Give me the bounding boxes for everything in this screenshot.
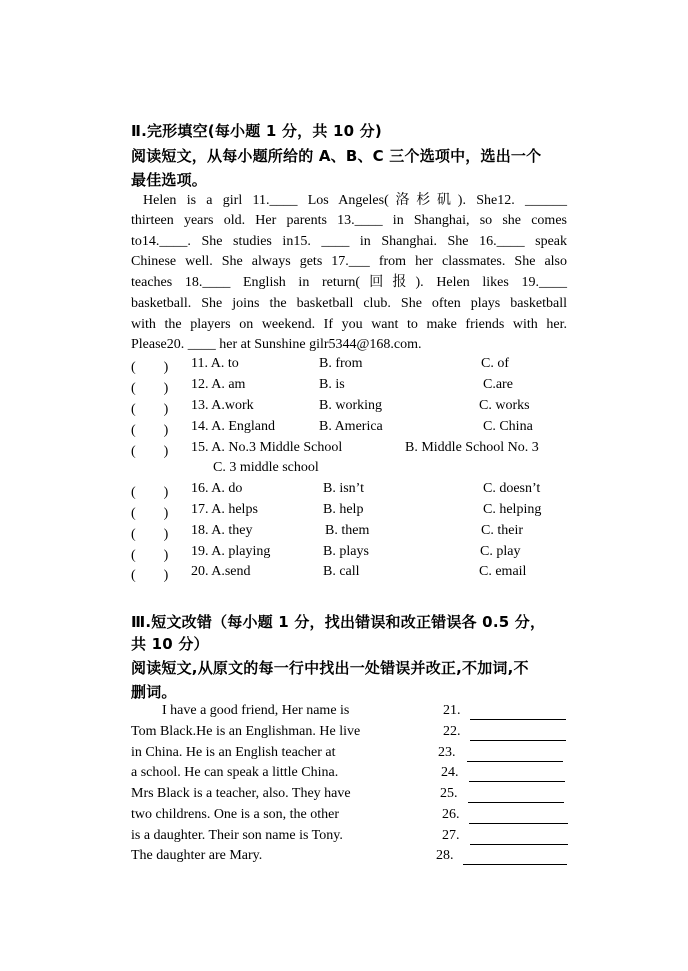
question-20-option-c: C. email (479, 564, 527, 579)
correction-number-25: 25. (440, 786, 458, 801)
question-12-option-c: C.are (483, 377, 513, 392)
question-20-option-a: 20. A.send (191, 564, 251, 579)
correction-line-27: is a daughter. Their son name is Tony. (131, 828, 343, 843)
correction-line-28: The daughter are Mary. (131, 848, 263, 863)
correction-line-21: I have a good friend, Her name is (162, 703, 350, 718)
question-14-option-a: 14. A. England (191, 419, 275, 434)
answer-paren[interactable]: ( ) (131, 402, 169, 417)
passage-line-4: Chinese well. She always gets 17.___ from her classmates. She also (131, 254, 567, 269)
question-13-option-a: 13. A.work (191, 398, 254, 413)
correction-number-23: 23. (438, 745, 456, 760)
answer-blank-27[interactable] (470, 844, 568, 845)
section-2-title: Ⅱ.完形填空(每小题 1 分，共 10 分) (131, 122, 382, 140)
section-2-instruction-line-1: 阅读短文，从每小题所给的 A、B、C 三个选项中，选出一个 (131, 147, 542, 165)
question-15-option-c: C. 3 middle school (213, 460, 319, 475)
answer-paren[interactable]: ( ) (131, 506, 169, 521)
question-16-option-c: C. doesn’t (483, 481, 541, 496)
correction-number-24: 24. (441, 765, 459, 780)
question-17-option-c: C. helping (483, 502, 542, 517)
correction-number-22: 22. (443, 724, 461, 739)
question-16-option-b: B. isn’t (323, 481, 364, 496)
correction-number-26: 26. (442, 807, 460, 822)
section-3-instruction-line-2: 删词。 (131, 683, 177, 701)
question-13-option-b: B. working (319, 398, 382, 413)
passage-line-6: basketball. She joins the basketball club. She often plays basketball (131, 296, 567, 311)
answer-paren[interactable]: ( ) (131, 423, 169, 438)
correction-line-24: a school. He can speak a little China. (131, 765, 339, 780)
answer-blank-26[interactable] (469, 823, 568, 824)
correction-line-26: two childrens. One is a son, the other (131, 807, 340, 822)
question-18-option-c: C. their (481, 523, 523, 538)
passage-line-1: Helen is a girl 11.____ Los Angeles(洛杉矶). She12. ______ (143, 193, 567, 208)
section-3-instruction-line-1: 阅读短文,从原文的每一行中找出一处错误并改正,不加词,不 (131, 659, 529, 677)
passage-line-5: teaches 18.____ English in return(回报). Helen likes 19.____ (131, 275, 567, 290)
answer-blank-21[interactable] (470, 719, 566, 720)
question-19-option-c: C. play (480, 544, 521, 559)
question-17-option-b: B. help (323, 502, 364, 517)
question-17-option-a: 17. A. helps (191, 502, 258, 517)
question-15-option-a: 15. A. No.3 Middle School (191, 440, 343, 455)
answer-blank-22[interactable] (470, 740, 566, 741)
question-12-option-a: 12. A. am (191, 377, 246, 392)
passage-line-7: with the players on weekend. If you want to make friends with her. (131, 317, 567, 332)
answer-paren[interactable]: ( ) (131, 485, 169, 500)
question-19-option-a: 19. A. playing (191, 544, 271, 559)
section-3-title-line-2: 共 10 分） (131, 635, 209, 653)
answer-paren[interactable]: ( ) (131, 360, 169, 375)
question-11-option-b: B. from (319, 356, 363, 371)
answer-blank-28[interactable] (463, 864, 567, 865)
question-20-option-b: B. call (323, 564, 360, 579)
answer-paren[interactable]: ( ) (131, 444, 169, 459)
passage-line-8: Please20. ____ her at Sunshine gilr5344@168.com. (131, 337, 422, 352)
answer-blank-24[interactable] (469, 781, 565, 782)
answer-paren[interactable]: ( ) (131, 548, 169, 563)
question-13-option-c: C. works (479, 398, 530, 413)
question-11-option-c: C. of (481, 356, 509, 371)
question-11-option-a: 11. A. to (191, 356, 239, 371)
correction-number-21: 21. (443, 703, 461, 718)
question-12-option-b: B. is (319, 377, 345, 392)
correction-line-25: Mrs Black is a teacher, also. They have (131, 786, 351, 801)
question-16-option-a: 16. A. do (191, 481, 243, 496)
passage-line-3: to14.____. She studies in15. ____ in Shanghai. She 16.____ speak (131, 234, 567, 249)
answer-paren[interactable]: ( ) (131, 381, 169, 396)
correction-number-28: 28. (436, 848, 454, 863)
question-14-option-c: C. China (483, 419, 533, 434)
answer-blank-25[interactable] (468, 802, 564, 803)
question-18-option-b: B. them (325, 523, 370, 538)
correction-line-23: in China. He is an English teacher at (131, 745, 336, 760)
answer-paren[interactable]: ( ) (131, 527, 169, 542)
question-15-option-b: B. Middle School No. 3 (405, 440, 539, 455)
answer-paren[interactable]: ( ) (131, 568, 169, 583)
question-14-option-b: B. America (319, 419, 383, 434)
section-3-title-line-1: Ⅲ.短文改错（每小题 1 分，找出错误和改正错误各 0.5 分， (131, 613, 546, 631)
section-2-instruction-line-2: 最佳选项。 (131, 171, 208, 189)
question-18-option-a: 18. A. they (191, 523, 253, 538)
answer-blank-23[interactable] (467, 761, 563, 762)
question-19-option-b: B. plays (323, 544, 369, 559)
correction-number-27: 27. (442, 828, 460, 843)
passage-line-2: thirteen years old. Her parents 13.____ in Shanghai, so she comes (131, 213, 567, 228)
correction-line-22: Tom Black.He is an Englishman. He live (131, 724, 361, 739)
